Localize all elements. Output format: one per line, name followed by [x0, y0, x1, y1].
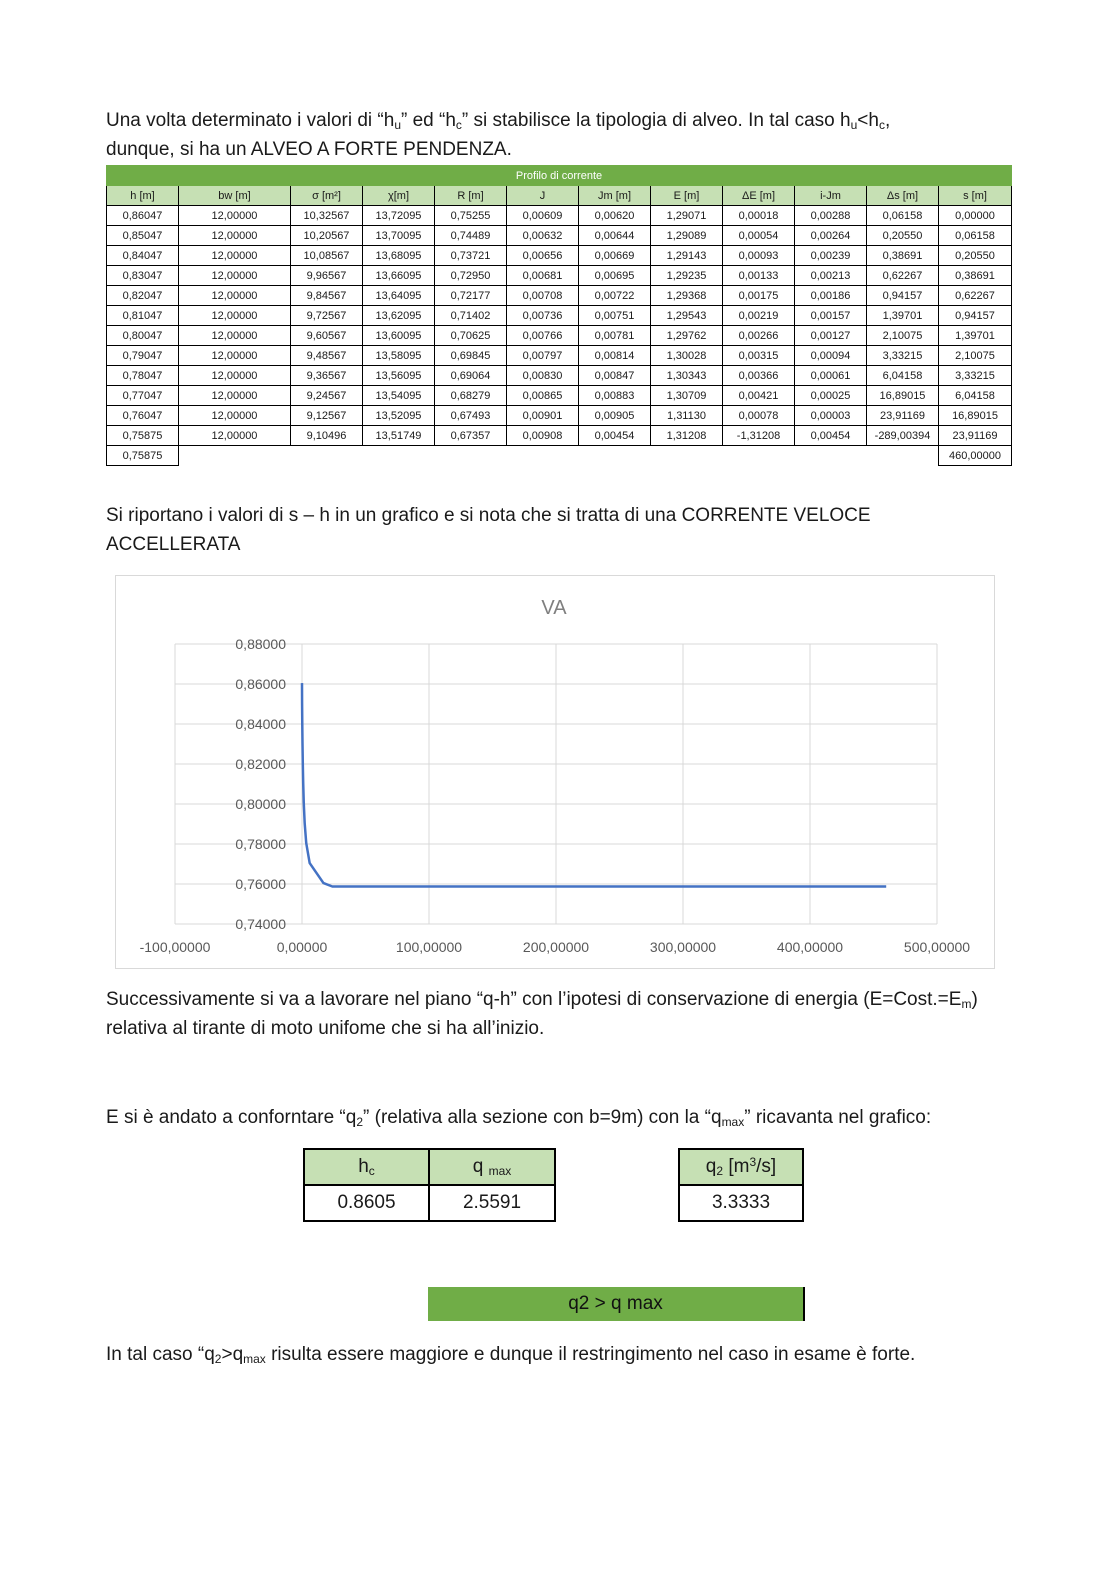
profile-table-body	[107, 206, 1012, 466]
comparison-result: q2 > q max	[428, 1287, 805, 1321]
table-cell: 6,04158	[939, 386, 1012, 406]
intro-line-2: dunque, si ha un ALVEO A FORTE PENDENZA.	[106, 139, 512, 160]
table-cell: 0,00620	[579, 206, 651, 226]
table-cell: 0,00003	[795, 406, 867, 426]
table-row	[107, 366, 1012, 386]
table-cell: 0,00847	[579, 366, 651, 386]
table-cell: 0,80047	[107, 326, 179, 346]
table-cell: 0,00266	[723, 326, 795, 346]
x-tick-label: 100,00000	[395, 939, 463, 955]
profile-table-title: Profilo di corrente	[107, 166, 1012, 186]
table-cell: 1,31130	[651, 406, 723, 426]
table-cell: 9,12567	[291, 406, 363, 426]
table-cell: 3,33215	[939, 366, 1012, 386]
table-cell: 0,71402	[435, 306, 507, 326]
table-cell: 0,62267	[939, 286, 1012, 306]
table-cell: 0,72950	[435, 266, 507, 286]
table-cell: 0,00797	[507, 346, 579, 366]
table-row	[107, 226, 1012, 246]
table-cell: 0,00025	[795, 386, 867, 406]
table-cell: 0,00018	[723, 206, 795, 226]
last-s-cell: 460,00000	[939, 446, 1012, 466]
table-cell: 0,00883	[579, 386, 651, 406]
table-cell: 0,00054	[723, 226, 795, 246]
table-cell: 12,00000	[179, 306, 291, 326]
table-cell: 9,84567	[291, 286, 363, 306]
table-cell: 0,00000	[939, 206, 1012, 226]
table-cell: 0,06158	[867, 206, 939, 226]
intro-paragraph	[106, 106, 1006, 164]
chart-intro-paragraph: Si riportano i valori di s – h in un grafico e si nota che si tratta di una CORRENTE VELOCE ACCELLERATA	[106, 505, 871, 555]
profile-table	[106, 165, 1012, 466]
qmax-header: q $_{max}$	[429, 1149, 555, 1185]
table-cell: 0,00708	[507, 286, 579, 306]
table-cell: 0,00078	[723, 406, 795, 426]
table-cell: 0,00865	[507, 386, 579, 406]
table-cell: 0,00751	[579, 306, 651, 326]
table-cell: 13,60095	[363, 326, 435, 346]
q2-table	[678, 1148, 804, 1222]
table-cell: 10,08567	[291, 246, 363, 266]
table-cell: 12,00000	[179, 346, 291, 366]
table-cell: 2,10075	[939, 346, 1012, 366]
table-cell: 0,00669	[579, 246, 651, 266]
table-cell: 0,38691	[867, 246, 939, 266]
x-tick-label: 500,00000	[903, 939, 971, 955]
x-tick-label: 200,00000	[522, 939, 590, 955]
table-cell: 13,70095	[363, 226, 435, 246]
table-row	[107, 326, 1012, 346]
table-cell: 1,39701	[867, 306, 939, 326]
table-cell: 1,29543	[651, 306, 723, 326]
table-cell: 0,20550	[867, 226, 939, 246]
table-cell: 9,24567	[291, 386, 363, 406]
table-cell: 0,00736	[507, 306, 579, 326]
table-cell: 16,89015	[939, 406, 1012, 426]
table-cell: 1,31208	[651, 426, 723, 446]
profile-header-cell: Jm [m]	[579, 186, 651, 206]
chart-container	[115, 575, 995, 969]
x-tick-label: 300,00000	[649, 939, 717, 955]
table-cell: 0,67357	[435, 426, 507, 446]
table-cell: 13,52095	[363, 406, 435, 426]
profile-header-cell: s [m]	[939, 186, 1012, 206]
table-row	[107, 426, 1012, 446]
table-cell: 0,00905	[579, 406, 651, 426]
table-cell: 0,70625	[435, 326, 507, 346]
intro-line-1: Una volta determinato i valori di “$h_u$” ed “$h_c$” si stabilisce la tipologia di alveo. In tal caso $h_u<h_c$,	[106, 110, 891, 132]
table-cell: 0,00695	[579, 266, 651, 286]
compare-paragraph: E si è andato a conforntare “$q_2$” (relativa alla sezione con b=9m) con la “$q_{max}$” ricavanta nel grafico:	[106, 1107, 932, 1129]
profile-header-cell: Δs [m]	[867, 186, 939, 206]
table-cell: 0,00213	[795, 266, 867, 286]
profile-header-cell: R [m]	[435, 186, 507, 206]
table-cell: 1,30343	[651, 366, 723, 386]
qmax-value: 2.5591	[429, 1185, 555, 1221]
table-cell: 0,85047	[107, 226, 179, 246]
table-row-last	[107, 446, 1012, 466]
table-cell: 0,68279	[435, 386, 507, 406]
table-cell: 9,36567	[291, 366, 363, 386]
table-cell: 0,00830	[507, 366, 579, 386]
table-cell: 10,20567	[291, 226, 363, 246]
table-cell: 0,73721	[435, 246, 507, 266]
y-tick-label: 0,84000	[235, 716, 286, 732]
blank-cell	[179, 446, 939, 466]
table-cell: 0,00901	[507, 406, 579, 426]
table-cell: 0,00454	[795, 426, 867, 446]
table-cell: 9,60567	[291, 326, 363, 346]
table-cell: 0,00094	[795, 346, 867, 366]
table-cell: 1,30709	[651, 386, 723, 406]
table-row	[107, 266, 1012, 286]
table-cell: 0,83047	[107, 266, 179, 286]
last-h-cell: 0,75875	[107, 446, 179, 466]
table-cell: 0,62267	[867, 266, 939, 286]
table-cell: 0,00722	[579, 286, 651, 306]
conclusion-paragraph: In tal caso “$q_2>q_{max}$ risulta essere maggiore e dunque il restringimento nel caso in esame è forte.	[106, 1344, 916, 1366]
table-row	[107, 246, 1012, 266]
table-cell: 0,00656	[507, 246, 579, 266]
table-cell: 0,00766	[507, 326, 579, 346]
table-cell: 9,10496	[291, 426, 363, 446]
table-row	[107, 346, 1012, 366]
table-cell: 0,38691	[939, 266, 1012, 286]
table-row	[107, 286, 1012, 306]
table-cell: 2,10075	[867, 326, 939, 346]
table-cell: 0,69845	[435, 346, 507, 366]
table-cell: 0,00366	[723, 366, 795, 386]
x-tick-label: 400,00000	[776, 939, 844, 955]
table-cell: 13,64095	[363, 286, 435, 306]
table-cell: 0,20550	[939, 246, 1012, 266]
profile-table-header	[107, 186, 1012, 206]
table-cell: 1,39701	[939, 326, 1012, 346]
profile-header-cell: i-Jm	[795, 186, 867, 206]
table-cell: 23,91169	[867, 406, 939, 426]
table-cell: 6,04158	[867, 366, 939, 386]
table-cell: 0,77047	[107, 386, 179, 406]
table-cell: 13,51749	[363, 426, 435, 446]
table-cell: 0,76047	[107, 406, 179, 426]
table-cell: 3,33215	[867, 346, 939, 366]
table-cell: 1,29071	[651, 206, 723, 226]
table-cell: 12,00000	[179, 266, 291, 286]
table-cell: 13,68095	[363, 246, 435, 266]
table-cell: 10,32567	[291, 206, 363, 226]
table-cell: 0,00609	[507, 206, 579, 226]
profile-header-cell: E [m]	[651, 186, 723, 206]
table-cell: 0,00239	[795, 246, 867, 266]
table-cell: 0,00421	[723, 386, 795, 406]
table-cell: 9,96567	[291, 266, 363, 286]
table-row	[107, 406, 1012, 426]
table-cell: 13,58095	[363, 346, 435, 366]
table-cell: 13,56095	[363, 366, 435, 386]
table-cell: 12,00000	[179, 286, 291, 306]
table-cell: 0,00681	[507, 266, 579, 286]
hc-qmax-table	[303, 1148, 556, 1222]
table-cell: 0,94157	[939, 306, 1012, 326]
table-cell: 0,00219	[723, 306, 795, 326]
table-cell: 0,00175	[723, 286, 795, 306]
table-cell: 13,72095	[363, 206, 435, 226]
y-tick-label: 0,80000	[235, 796, 286, 812]
table-cell: 0,00061	[795, 366, 867, 386]
table-cell: 9,48567	[291, 346, 363, 366]
table-cell: 0,00133	[723, 266, 795, 286]
table-cell: 12,00000	[179, 326, 291, 346]
table-cell: 0,00288	[795, 206, 867, 226]
profile-header-cell: σ [m²]	[291, 186, 363, 206]
y-tick-label: 0,74000	[235, 916, 286, 932]
table-cell: 0,81047	[107, 306, 179, 326]
table-cell: 0,69064	[435, 366, 507, 386]
table-cell: 0,00127	[795, 326, 867, 346]
table-cell: 0,00264	[795, 226, 867, 246]
table-cell: 0,78047	[107, 366, 179, 386]
table-cell: 13,62095	[363, 306, 435, 326]
table-cell: 0,82047	[107, 286, 179, 306]
table-cell: 0,00186	[795, 286, 867, 306]
table-cell: 1,29235	[651, 266, 723, 286]
table-cell: 0,00814	[579, 346, 651, 366]
y-tick-label: 0,76000	[235, 876, 286, 892]
table-cell: 0,00632	[507, 226, 579, 246]
table-cell: 0,67493	[435, 406, 507, 426]
table-cell: 9,72567	[291, 306, 363, 326]
table-cell: 0,00454	[579, 426, 651, 446]
table-cell: 12,00000	[179, 226, 291, 246]
table-cell: 0,74489	[435, 226, 507, 246]
x-tick-label: 0,00000	[276, 939, 328, 955]
table-cell: 12,00000	[179, 386, 291, 406]
table-cell: 0,00781	[579, 326, 651, 346]
table-cell: 12,00000	[179, 406, 291, 426]
hc-header: $h_c$	[304, 1149, 429, 1185]
table-row	[107, 206, 1012, 226]
profile-header-cell: χ[m]	[363, 186, 435, 206]
profile-header-cell: bw [m]	[179, 186, 291, 206]
q2-header: $q_2$ $[m^3/s]$	[679, 1149, 803, 1185]
hc-value: 0.8605	[304, 1185, 429, 1221]
q2-value: 3.3333	[679, 1185, 803, 1221]
table-cell: 1,30028	[651, 346, 723, 366]
table-cell: 1,29762	[651, 326, 723, 346]
table-cell: -1,31208	[723, 426, 795, 446]
profile-header-cell: J	[507, 186, 579, 206]
table-cell: 0,00157	[795, 306, 867, 326]
profile-header-cell: h [m]	[107, 186, 179, 206]
table-cell: 12,00000	[179, 246, 291, 266]
series-line	[302, 683, 886, 886]
y-tick-label: 0,82000	[235, 756, 286, 772]
profile-header-cell: ΔE [m]	[723, 186, 795, 206]
table-cell: 1,29143	[651, 246, 723, 266]
y-tick-label: 0,86000	[235, 676, 286, 692]
table-cell: 12,00000	[179, 366, 291, 386]
table-cell: 0,06158	[939, 226, 1012, 246]
table-cell: 1,29089	[651, 226, 723, 246]
table-cell: -289,00394	[867, 426, 939, 446]
table-cell: 0,79047	[107, 346, 179, 366]
table-cell: 0,00093	[723, 246, 795, 266]
x-tick-label: -100,00000	[139, 939, 211, 955]
table-cell: 0,00315	[723, 346, 795, 366]
table-cell: 0,86047	[107, 206, 179, 226]
table-cell: 12,00000	[179, 206, 291, 226]
table-cell: 0,00908	[507, 426, 579, 446]
table-cell: 16,89015	[867, 386, 939, 406]
table-cell: 0,84047	[107, 246, 179, 266]
table-cell: 13,54095	[363, 386, 435, 406]
chart-title: VA	[541, 597, 567, 619]
y-tick-label: 0,88000	[235, 636, 286, 652]
table-cell: 1,29368	[651, 286, 723, 306]
table-cell: 0,72177	[435, 286, 507, 306]
table-cell: 0,00644	[579, 226, 651, 246]
table-cell: 0,94157	[867, 286, 939, 306]
table-cell: 0,75875	[107, 426, 179, 446]
table-row	[107, 386, 1012, 406]
table-cell: 23,91169	[939, 426, 1012, 446]
table-row	[107, 306, 1012, 326]
y-tick-label: 0,78000	[235, 836, 286, 852]
table-cell: 13,66095	[363, 266, 435, 286]
energy-paragraph: Successivamente si va a lavorare nel piano “q-h” con l’ipotesi di conservazione di energia $(E=Cost.=E_m)$ relativa al tirante di moto unifome che si ha all’inizio.	[106, 989, 978, 1039]
va-chart	[116, 576, 994, 968]
table-cell: 12,00000	[179, 426, 291, 446]
table-cell: 0,75255	[435, 206, 507, 226]
